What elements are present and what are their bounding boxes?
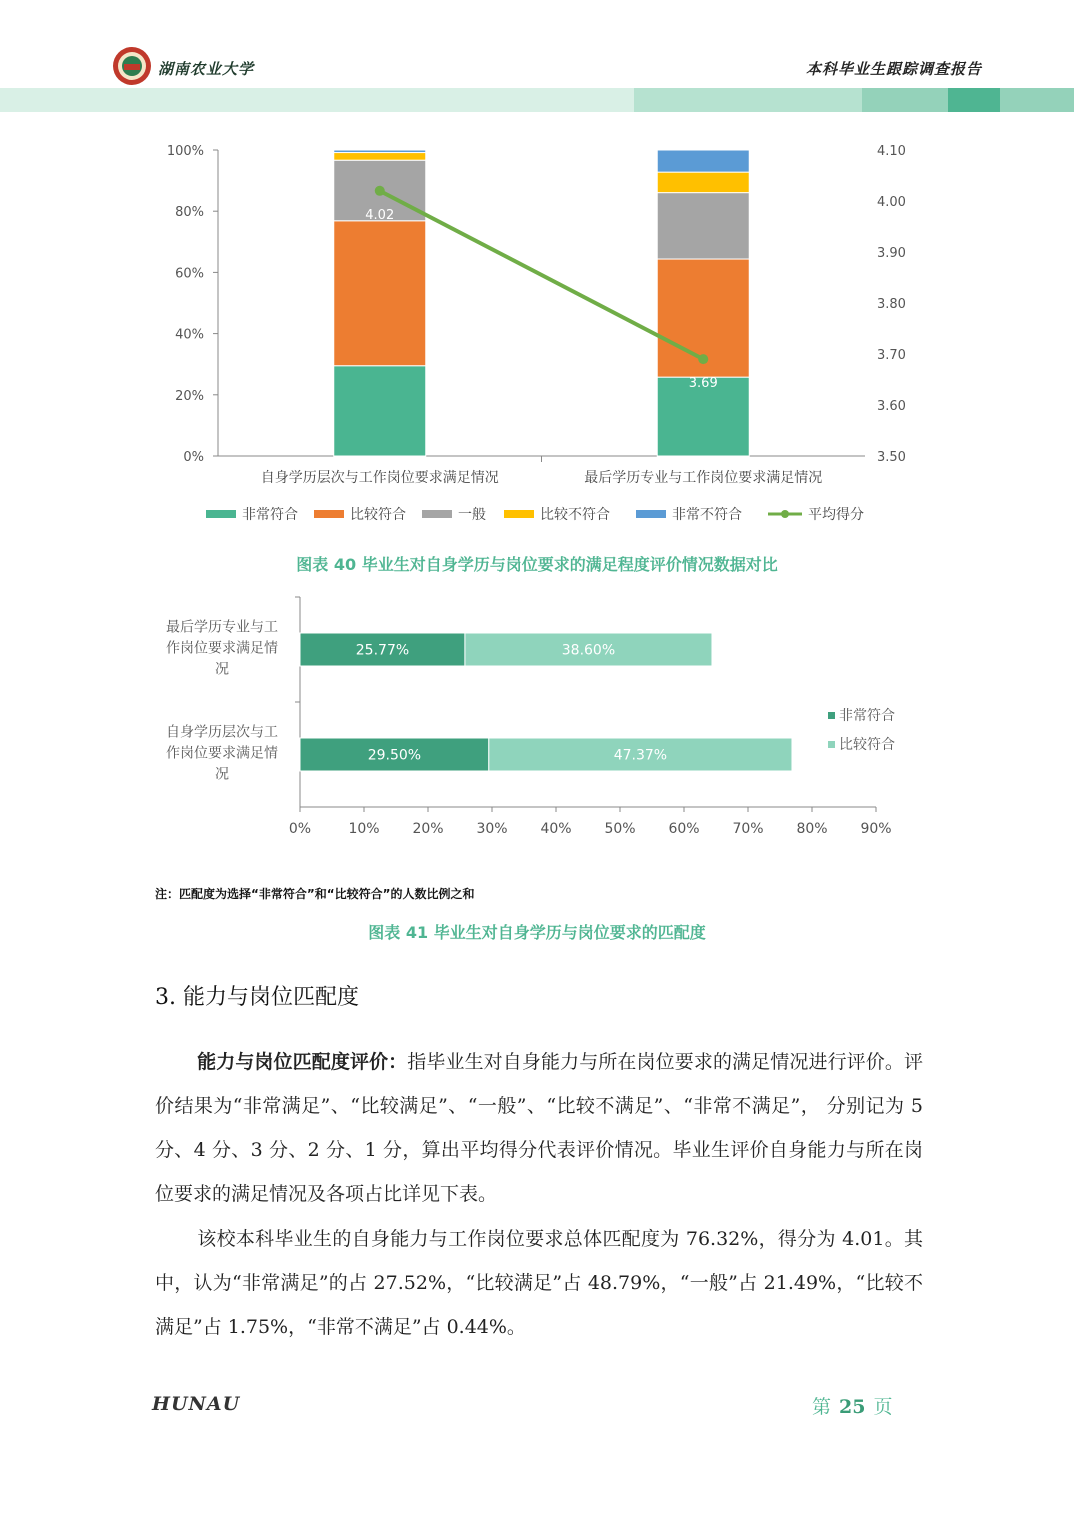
y-right-tick-label: 4.00 (877, 195, 906, 210)
chart-41-caption: 图表 41 毕业生对自身学历与岗位要求的匹配度 (368, 923, 706, 942)
legend-line-marker (781, 510, 789, 518)
header-band-light (0, 88, 634, 112)
bar-value-label: 47.37% (613, 747, 668, 764)
legend-swatch (422, 510, 452, 518)
footer-page-number (812, 1392, 892, 1419)
bar-segment (657, 150, 749, 172)
x-tick-label: 0% (288, 821, 312, 837)
y-right-tick-label: 3.50 (877, 450, 906, 465)
legend-swatch (314, 510, 344, 518)
university-seal (112, 46, 152, 86)
header-school-name: 湖南农业大学 (158, 60, 255, 78)
header-band-mid (634, 88, 862, 112)
y-right-tick-label: 3.60 (877, 399, 906, 414)
legend-label: 比较符合 (350, 507, 406, 523)
bar-segment (657, 172, 749, 193)
y-category-label: 自身学历层次与工 (166, 724, 278, 741)
legend-label: 非常不符合 (672, 507, 742, 523)
bar-segment (334, 153, 426, 161)
paragraph-1-text: 指毕业生对自身能力与所在岗位要求的满足情况进行评价。评价结果为“非常满足”、“比较满足”、“一般”、“比较不满足”、“非常不满足”， 分别记为 5 分、4 分、3 分、2 分、1 分，算出平均得分代表评价情况。毕业生评价自身能力与所在岗位要求的满足情况及各项占比详见下表。 (155, 1051, 923, 1205)
legend-label: 平均得分 (808, 507, 864, 523)
legend-label: 非常符合 (839, 708, 895, 724)
bar-segment (334, 221, 426, 366)
x-category-label: 最后学历专业与工作岗位要求满足情况 (584, 470, 823, 486)
y-left-tick-label: 80% (175, 205, 204, 221)
page-suffix: 页 (873, 1396, 893, 1418)
chart-40 (0, 120, 1074, 540)
header-band-dark (948, 88, 1000, 112)
x-category-label: 自身学历层次与工作岗位要求满足情况 (260, 470, 499, 486)
section-heading: 3. 能力与岗位匹配度 (155, 985, 359, 1010)
y-right-tick-label: 3.90 (877, 246, 906, 261)
bar-segment (334, 366, 426, 456)
y-category-label: 作岗位要求满足情 (166, 640, 278, 657)
y-right-tick-label: 4.10 (877, 144, 906, 159)
bar-segment (334, 150, 426, 153)
y-left-tick-label: 20% (175, 388, 204, 404)
average-score-line (380, 191, 704, 359)
chart-41 (0, 585, 1074, 845)
y-right-tick-label: 3.80 (877, 297, 906, 312)
y-right-tick-label: 3.70 (877, 348, 906, 363)
legend-label: 比较符合 (839, 737, 895, 753)
bar-value-label: 38.60% (561, 642, 616, 659)
y-left-tick-label: 60% (175, 266, 204, 282)
y-category-label: 最后学历专业与工 (166, 619, 278, 636)
chart-41-note: 注：匹配度为选择“非常符合”和“比较符合”的人数比例之和 (155, 887, 475, 901)
y-left-tick-label: 40% (175, 327, 204, 343)
y-category-label: 作岗位要求满足情 (166, 745, 278, 762)
bar-segment (657, 193, 749, 259)
average-score-label: 4.02 (365, 207, 395, 223)
legend-label: 一般 (458, 507, 486, 523)
legend-swatch (828, 741, 835, 748)
y-category-label: 况 (215, 661, 229, 678)
page-prefix: 第 (812, 1396, 832, 1418)
legend-swatch (828, 712, 835, 719)
page-number: 25 (839, 1396, 866, 1418)
paragraph-1-lead: 能力与岗位匹配度评价： (197, 1051, 408, 1073)
legend-swatch (636, 510, 666, 518)
average-score-point (698, 354, 708, 364)
legend-label: 比较不符合 (540, 507, 610, 523)
x-tick-label: 40% (540, 821, 572, 837)
y-category-label: 况 (215, 766, 229, 783)
header-band-mid2 (862, 88, 948, 112)
chart-40-caption: 图表 40 毕业生对自身学历与岗位要求的满足程度评价情况数据对比 (296, 555, 778, 574)
header-band-end (1000, 88, 1074, 112)
footer-logo: HUNAU (152, 1393, 241, 1415)
paragraph-2-text: 该校本科毕业生的自身能力与工作岗位要求总体匹配度为 76.32%，得分为 4.01。其中，认为“非常满足”的占 27.52%，“比较满足”占 48.79%，“一般”占 21.49%，“比较不满足”占 1.75%，“非常不满足”占 0.44%。 (155, 1228, 923, 1338)
y-left-tick-label: 100% (166, 144, 204, 159)
x-tick-label: 30% (476, 821, 508, 837)
average-score-label: 3.69 (688, 376, 718, 392)
x-tick-label: 60% (668, 821, 700, 837)
x-tick-label: 80% (796, 821, 828, 837)
x-tick-label: 50% (604, 821, 636, 837)
legend-label: 非常符合 (242, 507, 298, 523)
legend-swatch (206, 510, 236, 518)
paragraph-1 (155, 1040, 923, 1216)
bar-value-label: 29.50% (367, 747, 422, 764)
x-tick-label: 10% (348, 821, 380, 837)
average-score-point (375, 186, 385, 196)
header-report-title: 本科毕业生跟踪调查报告 (805, 60, 982, 78)
x-tick-label: 90% (860, 821, 892, 837)
legend-swatch (504, 510, 534, 518)
paragraph-2 (155, 1217, 923, 1349)
x-tick-label: 20% (412, 821, 444, 837)
bar-value-label: 25.77% (355, 642, 410, 659)
y-left-tick-label: 0% (183, 450, 204, 465)
x-tick-label: 70% (732, 821, 764, 837)
